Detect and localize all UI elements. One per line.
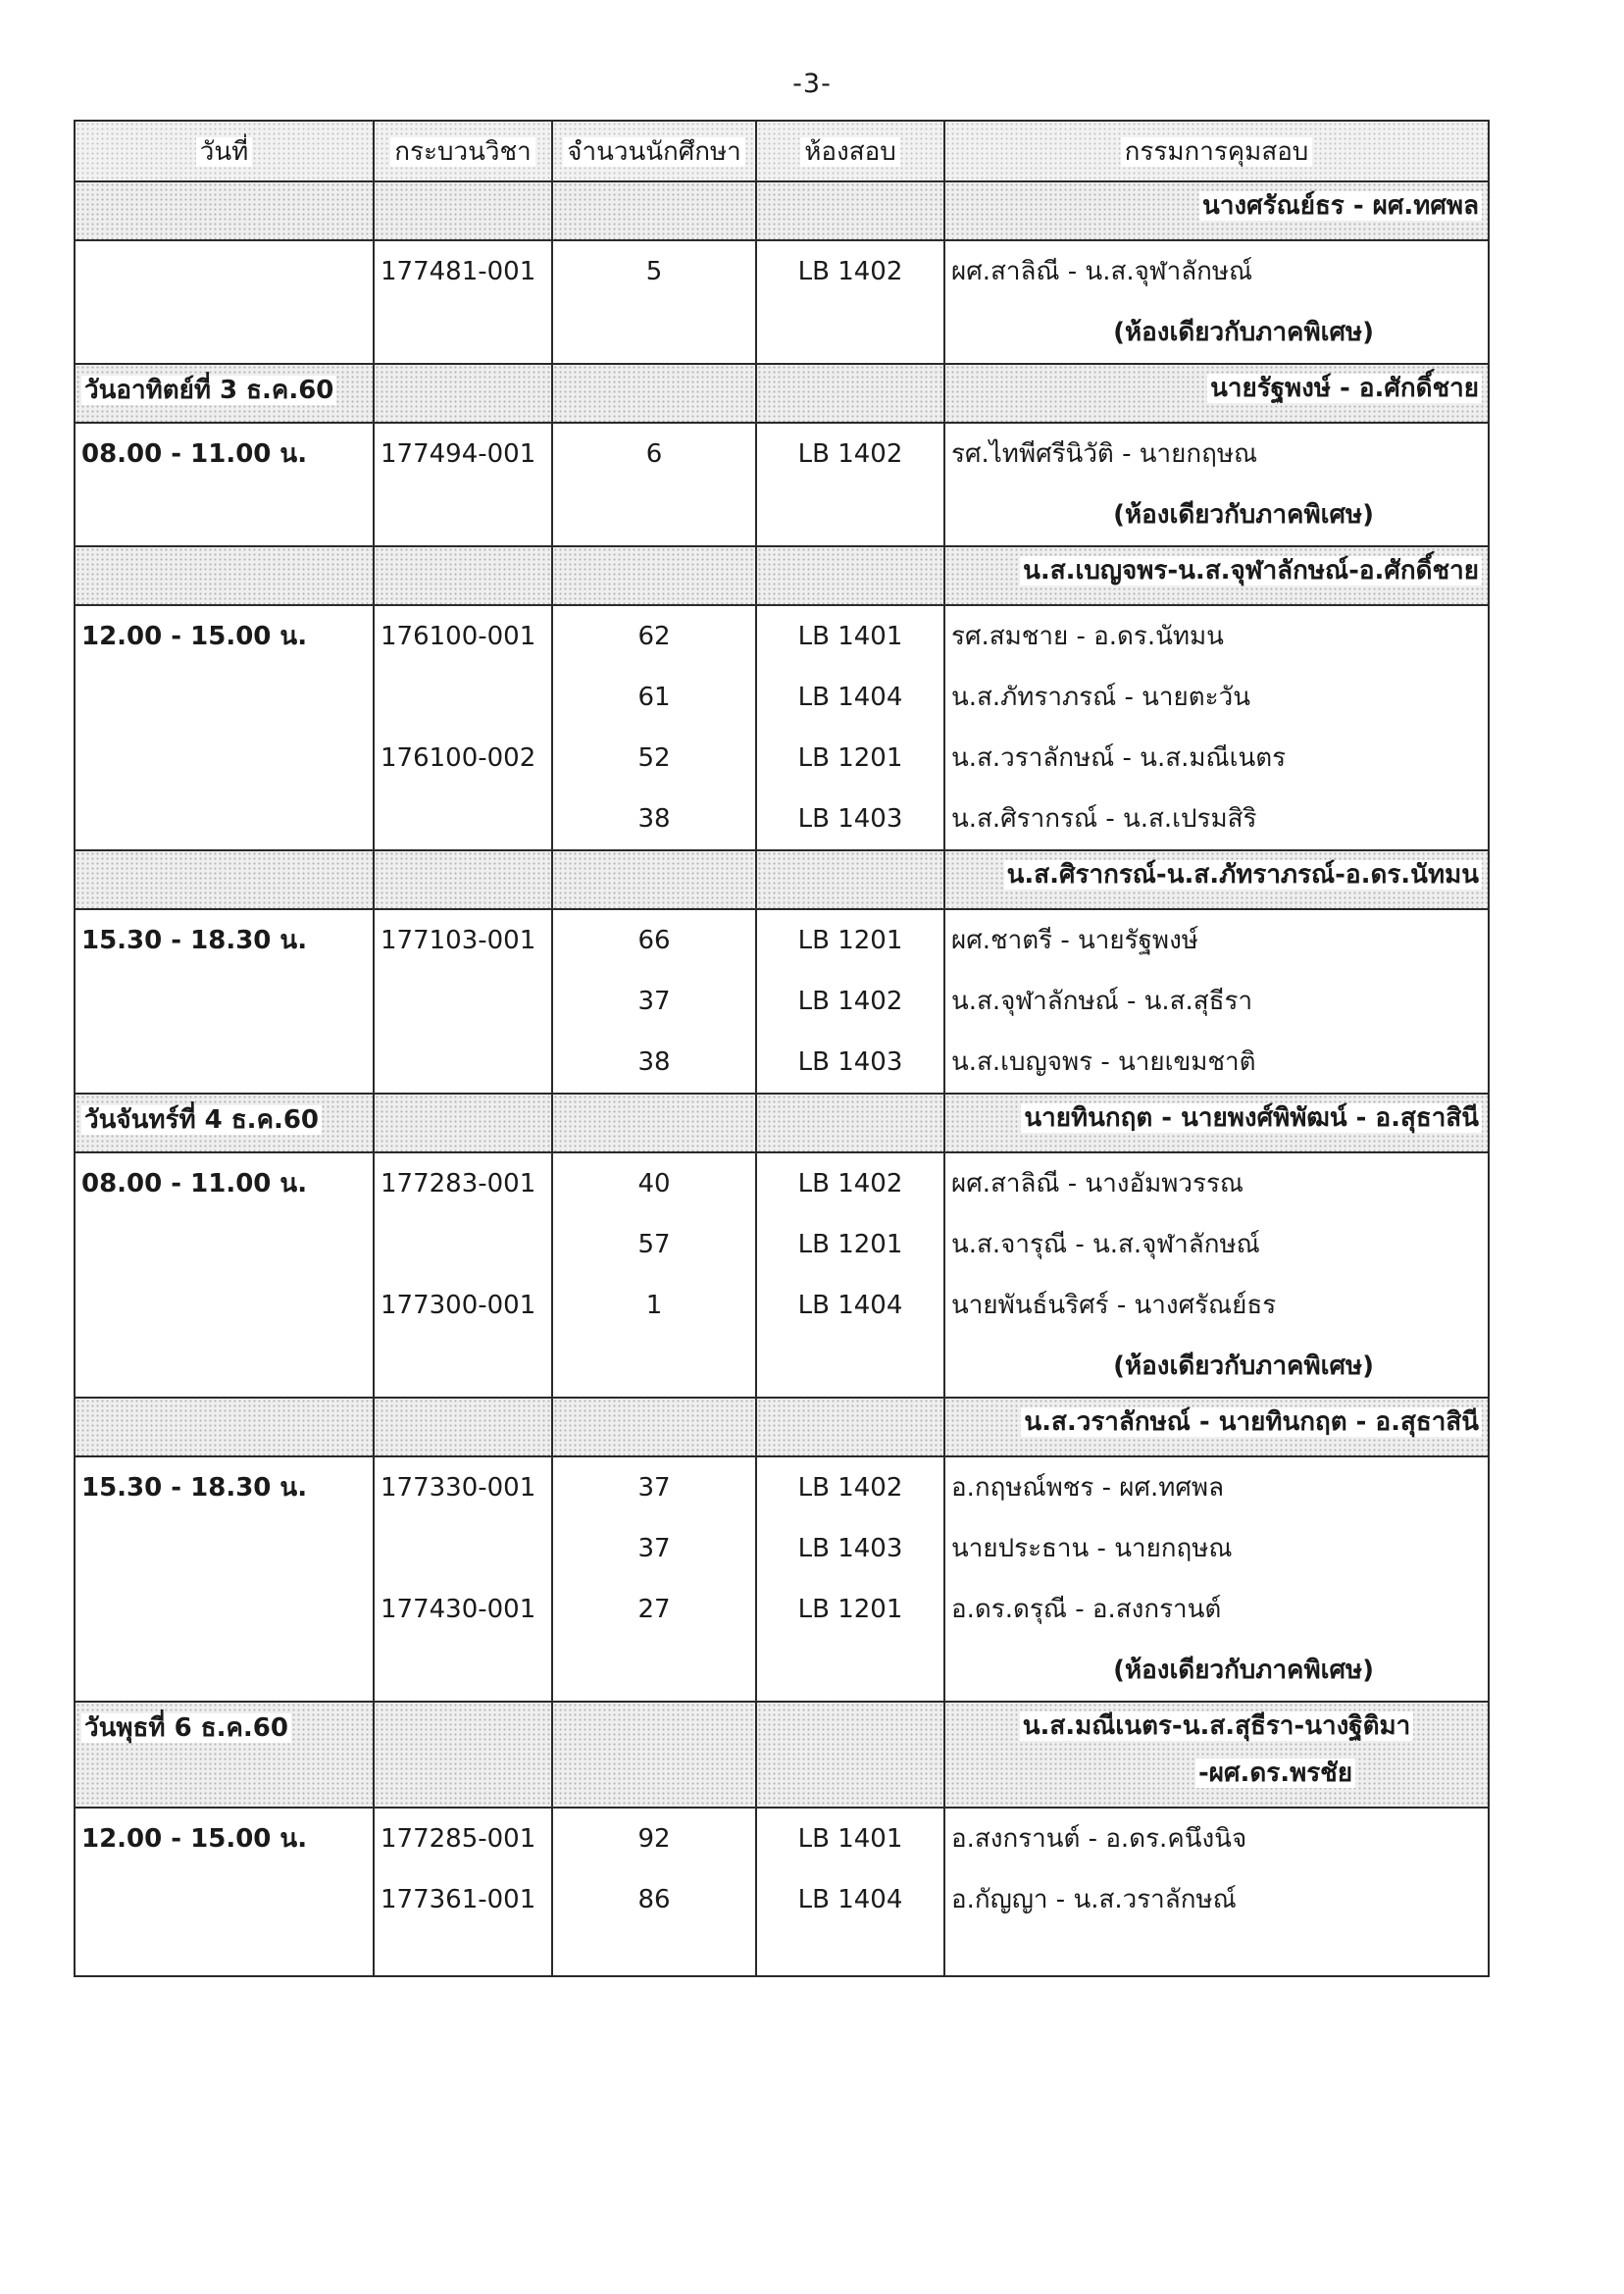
committee-header-row <box>75 1702 1489 1808</box>
exam-session-row <box>75 1456 1489 1702</box>
proctor-pair: น.ส.วราลักษณ์ - น.ส.มณีเนตร <box>951 743 1287 773</box>
proctor-pair: นายประธาน - นายกฤษณ <box>951 1534 1233 1563</box>
shaded-empty-cell <box>374 364 552 423</box>
student-count-cell <box>552 1456 756 1702</box>
same-room-note: (ห้องเดียวกับภาคพิเศษ) <box>1113 318 1374 347</box>
committee-cell <box>944 1398 1489 1456</box>
student-count-cell <box>552 240 756 364</box>
shaded-empty-cell <box>374 1398 552 1456</box>
committee-cell <box>944 1094 1489 1152</box>
exam-session-row <box>75 240 1489 364</box>
student-count: 38 <box>637 804 671 834</box>
proctor-pair: รศ.ไทพีศรีนิวัติ - นายกฤษณ <box>951 439 1258 469</box>
time-cell <box>75 605 374 850</box>
exam-session-row <box>75 909 1489 1094</box>
student-count: 40 <box>637 1169 671 1198</box>
time-cell <box>75 423 374 546</box>
course-code: 176100-001 <box>381 622 536 651</box>
shaded-empty-cell <box>552 850 756 909</box>
date-cell <box>75 546 374 605</box>
shaded-empty-cell <box>552 181 756 240</box>
exam-session-row <box>75 1152 1489 1398</box>
student-count: 38 <box>637 1047 671 1077</box>
proctor-pair: อ.กฤษณ์พชร - ผศ.ทศพล <box>951 1473 1225 1503</box>
proctor-pair: ผศ.ชาตรี - นายรัฐพงษ์ <box>951 926 1198 955</box>
shaded-empty-cell <box>552 364 756 423</box>
proctor-pair: น.ส.ภัทราภรณ์ - นายตะวัน <box>951 683 1250 712</box>
proctor-pair: น.ส.จารุณี - น.ส.จุฬาลักษณ์ <box>951 1230 1260 1259</box>
exam-room: LB 1201 <box>797 1595 903 1624</box>
shaded-empty-cell <box>552 546 756 605</box>
header-student-count: จำนวนนักศึกษา <box>552 121 756 181</box>
course-code: 176100-002 <box>381 743 536 773</box>
committee-names: น.ส.มณีเนตร-น.ส.สุธีรา-นางฐิติมา <box>1020 1711 1413 1741</box>
course-code-cell <box>374 1456 552 1702</box>
shaded-empty-cell <box>374 850 552 909</box>
shaded-empty-cell <box>374 546 552 605</box>
course-code: 177300-001 <box>381 1291 536 1320</box>
table-header-row <box>75 121 1489 181</box>
course-code <box>381 667 545 728</box>
committee-names: น.ส.วราลักษณ์ - นายทินกฤต - อ.สุธาสินี <box>1021 1407 1482 1437</box>
exam-room-cell <box>756 1456 944 1702</box>
student-count-cell <box>552 1808 756 1976</box>
exam-room: LB 1402 <box>797 1473 903 1503</box>
shaded-empty-cell <box>756 850 944 909</box>
exam-session-row <box>75 1808 1489 1976</box>
same-room-note: (ห้องเดียวกับภาคพิเศษ) <box>1113 1656 1374 1685</box>
committee-names: นายทินกฤต - นายพงศ์พิพัฒน์ - อ.สุธาสินี <box>1021 1103 1482 1133</box>
exam-session-row <box>75 605 1489 850</box>
exam-room: LB 1402 <box>797 1169 903 1198</box>
committee-cell <box>944 546 1489 605</box>
exam-room: LB 1402 <box>797 257 903 286</box>
committee-cell <box>944 1702 1489 1808</box>
exam-room-cell <box>756 1152 944 1398</box>
committee-names: น.ส.เบญจพร-น.ส.จุฬาลักษณ์-อ.ศักดิ์ชาย <box>1020 556 1482 586</box>
exam-room: LB 1401 <box>797 1824 903 1854</box>
committee-header-row <box>75 1398 1489 1456</box>
course-code <box>381 1032 545 1093</box>
shaded-empty-cell <box>756 1398 944 1456</box>
exam-schedule-table <box>74 120 1490 1977</box>
committee-header-row <box>75 364 1489 423</box>
proctor-pair: น.ส.ศิรากรณ์ - น.ส.เปรมสิริ <box>951 804 1257 834</box>
time-cell <box>75 1808 374 1976</box>
student-count-cell <box>552 423 756 546</box>
course-code: 177481-001 <box>381 257 536 286</box>
proctor-pair-cell <box>944 423 1489 546</box>
student-count-cell <box>552 1152 756 1398</box>
committee-names: นายรัฐพงษ์ - อ.ศักดิ์ชาย <box>1207 374 1482 403</box>
shaded-empty-cell <box>756 546 944 605</box>
proctor-pair: อ.ดร.ดรุณี - อ.สงกรานต์ <box>951 1595 1222 1624</box>
proctor-pair: นายพันธ์นริศร์ - นางศรัณย์ธร <box>951 1291 1277 1320</box>
committee-header-row <box>75 546 1489 605</box>
course-code: 177430-001 <box>381 1595 536 1624</box>
exam-room: LB 1201 <box>797 743 903 773</box>
committee-cell <box>944 181 1489 240</box>
student-count: 66 <box>637 926 671 955</box>
same-room-note: (ห้องเดียวกับภาคพิเศษ) <box>1113 1351 1374 1381</box>
student-count: 57 <box>637 1230 671 1259</box>
course-code <box>381 1214 545 1275</box>
committee-header-row <box>75 181 1489 240</box>
shaded-empty-cell <box>756 1094 944 1152</box>
student-count: 37 <box>637 1473 671 1503</box>
student-count: 1 <box>645 1291 663 1320</box>
date-cell <box>75 1398 374 1456</box>
date-cell <box>75 850 374 909</box>
committee-header-row <box>75 850 1489 909</box>
exam-room: LB 1404 <box>797 683 903 712</box>
exam-room-cell <box>756 423 944 546</box>
course-code: 177285-001 <box>381 1824 536 1854</box>
date-cell <box>75 181 374 240</box>
course-code: 177494-001 <box>381 439 536 469</box>
exam-room: LB 1402 <box>797 987 903 1016</box>
date-cell <box>75 364 374 423</box>
proctor-pair: น.ส.เบญจพร - นายเขมชาติ <box>951 1047 1256 1077</box>
committee-names: -ผศ.ดร.พรชัย <box>1195 1759 1355 1788</box>
time-cell <box>75 1456 374 1702</box>
shaded-empty-cell <box>552 1094 756 1152</box>
exam-time: 08.00 - 11.00 น. <box>81 439 308 469</box>
course-code: 177361-001 <box>381 1885 536 1914</box>
course-code <box>381 789 545 849</box>
shaded-empty-cell <box>552 1702 756 1808</box>
proctor-pair-cell <box>944 1808 1489 1976</box>
exam-session-row <box>75 423 1489 546</box>
date-cell <box>75 1094 374 1152</box>
course-code: 177330-001 <box>381 1473 536 1503</box>
proctor-pair: ผศ.สาลิณี - นางอัมพวรรณ <box>951 1169 1244 1198</box>
student-count: 37 <box>637 987 671 1016</box>
student-count-cell <box>552 909 756 1094</box>
committee-cell <box>944 850 1489 909</box>
exam-date: วันจันทร์ที่ 4 ธ.ค.60 <box>81 1105 322 1135</box>
proctor-pair-cell <box>944 1152 1489 1398</box>
committee-header-row <box>75 1094 1489 1152</box>
shaded-empty-cell <box>756 1702 944 1808</box>
shaded-empty-cell <box>756 181 944 240</box>
page-number: -3- <box>792 69 832 99</box>
exam-room: LB 1201 <box>797 1230 903 1259</box>
proctor-pair: รศ.สมชาย - อ.ดร.นัทมน <box>951 622 1224 651</box>
proctor-pair: น.ส.จุฬาลักษณ์ - น.ส.สุธีรา <box>951 987 1253 1016</box>
header-date: วันที่ <box>75 121 374 181</box>
exam-room: LB 1403 <box>797 1047 903 1077</box>
exam-room: LB 1404 <box>797 1291 903 1320</box>
proctor-pair-cell <box>944 1456 1489 1702</box>
exam-time: 12.00 - 15.00 น. <box>81 622 308 651</box>
proctor-pair-cell <box>944 240 1489 364</box>
exam-room: LB 1403 <box>797 1534 903 1563</box>
exam-time: 15.30 - 18.30 น. <box>81 926 308 955</box>
proctor-pair: อ.สงกรานต์ - อ.ดร.คนึงนิจ <box>951 1824 1247 1854</box>
time-cell <box>75 1152 374 1398</box>
course-code: 177103-001 <box>381 926 536 955</box>
course-code-cell <box>374 423 552 546</box>
proctor-pair: ผศ.สาลิณี - น.ส.จุฬาลักษณ์ <box>951 257 1253 286</box>
exam-room: LB 1401 <box>797 622 903 651</box>
course-code-cell <box>374 909 552 1094</box>
student-count: 86 <box>637 1885 671 1914</box>
student-count: 6 <box>645 439 663 469</box>
exam-room-cell <box>756 909 944 1094</box>
course-code-cell <box>374 605 552 850</box>
same-room-note: (ห้องเดียวกับภาคพิเศษ) <box>1113 500 1374 530</box>
exam-time: 12.00 - 15.00 น. <box>81 1824 308 1854</box>
course-code <box>381 971 545 1032</box>
course-code <box>381 1518 545 1579</box>
header-course: กระบวนวิชา <box>374 121 552 181</box>
time-cell <box>75 240 374 364</box>
committee-names: นางศรัณย์ธร - ผศ.ทศพล <box>1199 191 1482 221</box>
shaded-empty-cell <box>374 1702 552 1808</box>
exam-room: LB 1403 <box>797 804 903 834</box>
exam-date: วันอาทิตย์ที่ 3 ธ.ค.60 <box>81 376 336 405</box>
date-cell <box>75 1702 374 1808</box>
committee-cell <box>944 364 1489 423</box>
exam-room: LB 1402 <box>797 439 903 469</box>
course-code-cell <box>374 1152 552 1398</box>
student-count: 5 <box>645 257 663 286</box>
student-count: 62 <box>637 622 671 651</box>
exam-time: 15.30 - 18.30 น. <box>81 1473 308 1503</box>
course-code-cell <box>374 240 552 364</box>
exam-time: 08.00 - 11.00 น. <box>81 1169 308 1198</box>
exam-room-cell <box>756 605 944 850</box>
student-count: 52 <box>637 743 671 773</box>
proctor-pair-cell <box>944 909 1489 1094</box>
exam-room-cell <box>756 1808 944 1976</box>
exam-room-cell <box>756 240 944 364</box>
course-code-cell <box>374 1808 552 1976</box>
proctor-pair-cell <box>944 605 1489 850</box>
student-count: 92 <box>637 1824 671 1854</box>
course-code: 177283-001 <box>381 1169 536 1198</box>
shaded-empty-cell <box>552 1398 756 1456</box>
proctor-pair: อ.กัญญา - น.ส.วราลักษณ์ <box>951 1885 1237 1914</box>
shaded-empty-cell <box>374 181 552 240</box>
exam-room: LB 1404 <box>797 1885 903 1914</box>
header-exam-room: ห้องสอบ <box>756 121 944 181</box>
committee-names: น.ส.ศิรากรณ์-น.ส.ภัทราภรณ์-อ.ดร.นัทมน <box>1004 860 1482 890</box>
shaded-empty-cell <box>374 1094 552 1152</box>
shaded-empty-cell <box>756 364 944 423</box>
header-proctor-committee: กรรมการคุมสอบ <box>944 121 1489 181</box>
exam-room: LB 1201 <box>797 926 903 955</box>
exam-date: วันพุธที่ 6 ธ.ค.60 <box>81 1713 291 1743</box>
time-cell <box>75 909 374 1094</box>
student-count: 61 <box>637 683 671 712</box>
student-count: 27 <box>637 1595 671 1624</box>
student-count-cell <box>552 605 756 850</box>
student-count: 37 <box>637 1534 671 1563</box>
